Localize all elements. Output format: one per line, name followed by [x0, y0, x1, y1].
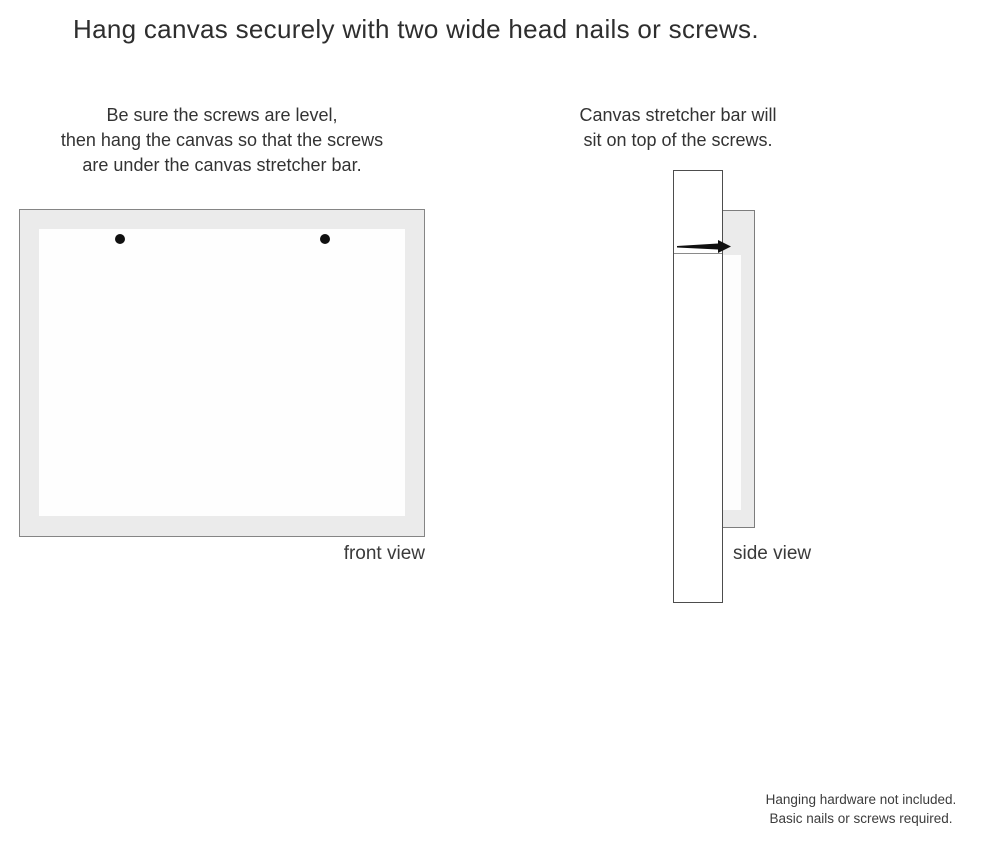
- disclaimer-line: Hanging hardware not included.: [765, 792, 957, 807]
- front-view-canvas-frame: [19, 209, 425, 537]
- front-instruction-line: Be sure the screws are level,: [106, 105, 338, 125]
- page-title: Hang canvas securely with two wide head nails or screws.: [73, 14, 759, 44]
- screw-dot-icon: [320, 234, 330, 244]
- side-view-stretcher-bar: [673, 170, 723, 603]
- side-view-canvas-hollow: [723, 255, 741, 510]
- front-instruction-line: then hang the canvas so that the screws: [60, 130, 384, 150]
- front-view-canvas-face: [39, 229, 405, 516]
- nail-icon: [675, 238, 735, 256]
- front-instruction-line: are under the canvas stretcher bar.: [82, 155, 362, 175]
- screw-dot-icon: [115, 234, 125, 244]
- front-view-label: front view: [343, 543, 425, 564]
- side-instruction-line: sit on top of the screws.: [583, 130, 773, 150]
- front-view-instructions: [20, 103, 424, 178]
- side-view-instructions: [538, 103, 818, 153]
- disclaimer-line: Basic nails or screws required.: [769, 811, 953, 826]
- side-instruction-line: Canvas stretcher bar will: [579, 105, 777, 125]
- hardware-disclaimer: [740, 790, 982, 828]
- side-view-label: side view: [733, 543, 812, 564]
